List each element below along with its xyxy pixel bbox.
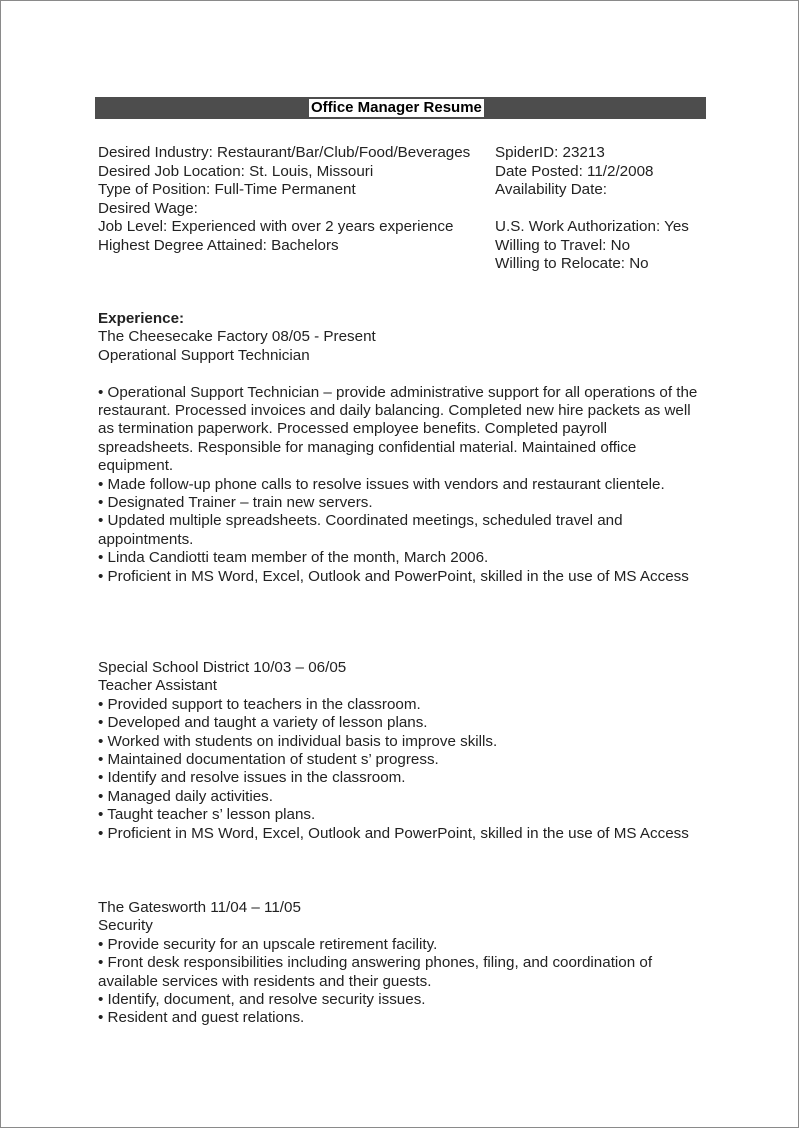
job-bullet: • Taught teacher s’ lesson plans. [98,806,316,824]
job-bullet: • Front desk responsibilities including answering phones, filing, and coordination of available services with residents and their guests. [98,954,653,990]
experience-heading: Experience: [98,310,185,327]
experience-section [98,310,698,586]
type-of-position: Type of Position: Full-Time Permanent [98,181,356,198]
desired-job-location: Desired Job Location: St. Louis, Missouri [98,162,374,180]
summary-right-column [495,144,755,274]
job-entry-gatesworth [98,899,698,1028]
job-bullet: • Identify and resolve issues in the classroom. [98,769,406,787]
willing-to-travel: Willing to Travel: No [495,236,631,254]
job-bullet: • Worked with students on individual basis to improve skills. [98,732,498,750]
spacer [98,365,698,383]
spider-id: SpiderID: 23213 [495,144,605,161]
job-bullet: • Developed and taught a variety of lesson plans. [98,714,428,732]
spacer-line [495,200,755,219]
job-bullet: • Resident and guest relations. [98,1009,305,1027]
desired-industry: Desired Industry: Restaurant/Bar/Club/Food/Beverages [98,144,471,161]
job-role: Operational Support Technician [98,346,310,364]
job-role: Teacher Assistant [98,677,218,695]
availability-date: Availability Date: [495,181,607,198]
job-role: Security [98,917,153,935]
job-entry-special-school-district [98,659,698,843]
job-bullet: • Designated Trainer – train new servers. [98,494,373,512]
job-employer: The Cheesecake Factory 08/05 - Present [98,328,376,346]
desired-wage: Desired Wage: [98,199,198,217]
job-bullet: • Linda Candiotti team member of the month, March 2006. [98,549,489,567]
job-employer: Special School District 10/03 – 06/05 [98,659,347,676]
job-bullet: • Maintained documentation of student s’ progress. [98,751,439,769]
job-bullet: • Identify, document, and resolve security issues. [98,991,426,1009]
job-bullet: • Managed daily activities. [98,787,273,805]
job-bullet: • Provided support to teachers in the classroom. [98,695,421,713]
job-bullet: • Made follow-up phone calls to resolve issues with vendors and restaurant clientele. [98,475,665,493]
summary-left-column [98,144,488,255]
job-bullet: • Proficient in MS Word, Excel, Outlook and PowerPoint, skilled in the use of MS Access [98,824,689,842]
resume-title: Office Manager Resume [311,99,482,116]
willing-to-relocate: Willing to Relocate: No [495,255,649,272]
job-employer: The Gatesworth 11/04 – 11/05 [98,899,301,916]
date-posted: Date Posted: 11/2/2008 [495,162,654,180]
job-bullet: • Updated multiple spreadsheets. Coordinated meetings, scheduled travel and appointments. [98,512,623,548]
work-authorization: U.S. Work Authorization: Yes [495,218,689,235]
job-level: Job Level: Experienced with over 2 years experience [98,218,454,235]
job-bullet: • Proficient in MS Word, Excel, Outlook and PowerPoint, skilled in the use of MS Access [98,567,689,585]
job-bullet: • Provide security for an upscale retirement facility. [98,935,438,953]
job-bullet: • Operational Support Technician – provide administrative support for all operations of the restaurant. Processed invoices and daily balancing. Completed new hire packets as well as termination paperwork. Processed employee benefits. Completed payroll spreadsheets. Responsible for managing confidential material. Maintained office equipment. [98,383,698,475]
highest-degree: Highest Degree Attained: Bachelors [98,236,339,254]
